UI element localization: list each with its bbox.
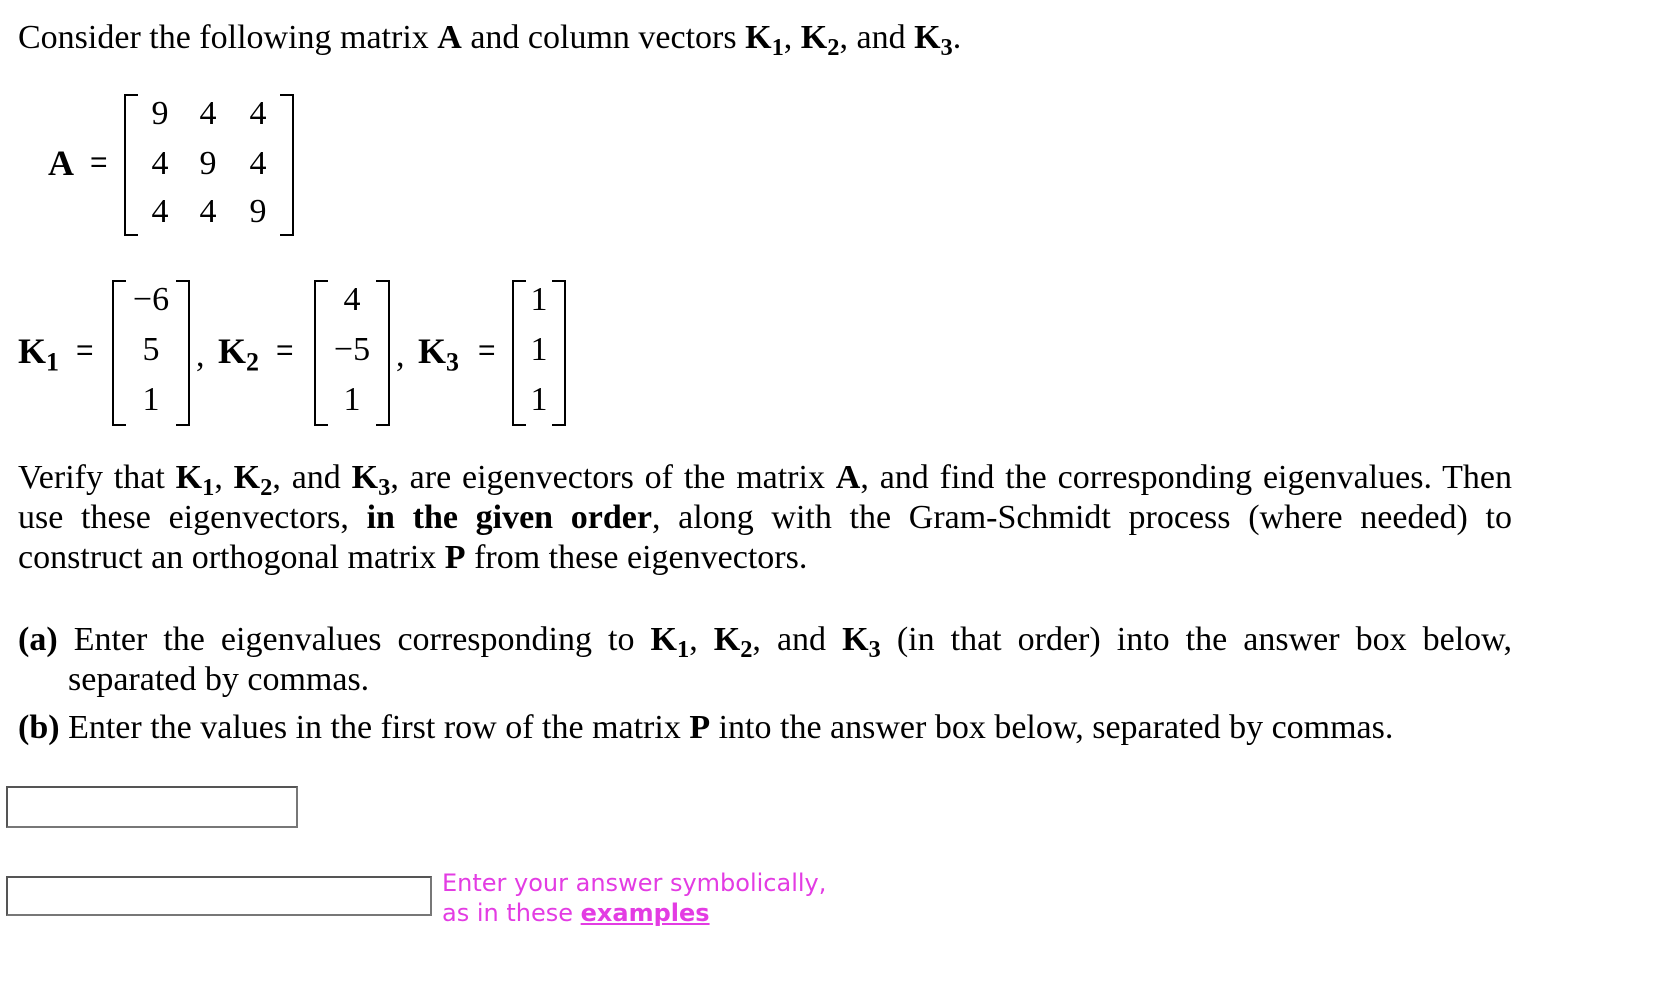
matrix-a-cell: 4 [151,193,169,230]
vector-k1-entry: 1 [142,381,160,418]
matrix-a-cell: 9 [249,193,267,230]
vector-k1-label: $K_1$ [18,331,59,377]
vector-k3-entry: 1 [530,381,548,418]
vector-k2-entry: 1 [343,381,361,418]
vector-k2-entry: 4 [343,281,361,318]
separator: , [396,337,405,374]
vector-k1-entry: −6 [132,281,170,318]
separator: , [196,337,205,374]
vector-k2 [314,280,390,426]
matrix-a-equals: = [90,146,108,179]
intro-line: Consider the following matrix A and column vectors $K_1$, $K_2$, and $K_3$. [18,19,962,61]
vector-k1 [112,280,190,426]
vector-k3-entry: 1 [530,331,548,368]
part-a-question: (a) Enter the eigenvalues corresponding to $K_1$, $K_2$, and $K_3$ (in that order) into the answer box below, separated by commas. [18,621,1513,698]
matrix-a-cell: 4 [249,95,267,132]
vector-k1-entry: 5 [142,331,160,368]
matrix-a-cell: 4 [151,145,169,182]
vector-k2-entry: −5 [333,331,371,368]
vector-k2-label: $K_2$ [218,331,259,377]
vector-k3-label: $K_3$ [418,331,459,377]
matrix-a-cell: 4 [199,95,217,132]
matrix-a-cell: 4 [199,193,217,230]
eigenvalues-answer-input[interactable] [6,786,298,828]
part-b-question: (b) Enter the values in the first row of the matrix P into the answer box below, separated by commas. [18,709,1394,746]
vector-k3-entry: 1 [530,281,548,318]
vector-k3-equals: = [478,334,496,367]
matrix-a-cell: 9 [151,95,169,132]
matrix-a [124,94,294,236]
matrix-a-label: A [48,143,74,183]
symbolic-answer-hint: Enter your answer symbolically, as in these examples [442,869,827,927]
vector-k1-equals: = [76,334,94,367]
matrix-a-cell: 9 [199,145,217,182]
vector-k2-equals: = [276,334,294,367]
instructions-paragraph: Verify that $K_1$, $K_2$, and $K_3$, are eigenvectors of the matrix A, and find the corresponding eigenvalues. Then use these eigenvectors, in the given order, along with the Gram-Schmidt process (where needed) to construct an orthogonal matrix P from these eigenvectors. [18,459,1513,576]
vector-k3 [512,280,566,426]
matrix-a-cell: 4 [249,145,267,182]
first-row-answer-input[interactable] [6,876,432,916]
examples-link[interactable]: examples [580,899,710,927]
